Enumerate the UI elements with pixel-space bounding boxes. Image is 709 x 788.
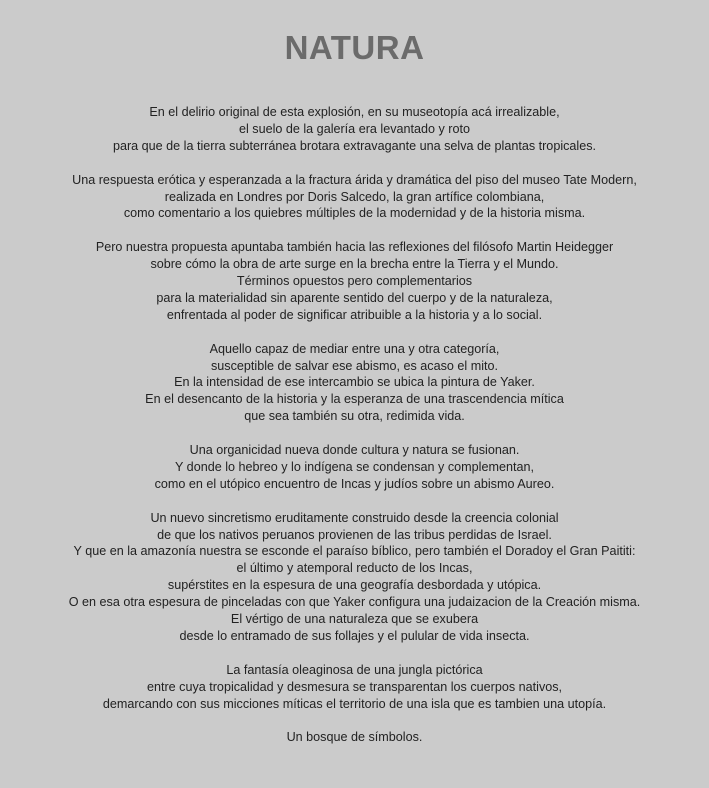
text-line: como comentario a los quiebres múltiples de la modernidad y de la historia misma. [123, 206, 586, 221]
paragraph-5 [0, 442, 709, 493]
text-line: entre cuya tropicalidad y desmesura se transparentan los cuerpos nativos, [146, 679, 563, 694]
text-line: Y que en la amazonía nuestra se esconde el paraíso bíblico, pero también el Doradoy el Gran Paititi: [73, 544, 636, 559]
paragraph-7 [0, 662, 709, 713]
paragraph-4 [0, 341, 709, 426]
text-line: Un bosque de símbolos. [286, 730, 423, 745]
body-text [0, 104, 709, 746]
text-line: realizada en Londres por Doris Salcedo, la gran artífice colombiana, [164, 189, 545, 204]
text-line: Aquello capaz de mediar entre una y otra categoría, [209, 341, 500, 356]
text-line: para que de la tierra subterránea brotara extravagante una selva de plantas tropicales. [112, 138, 597, 153]
text-line: el suelo de la galería era levantado y roto [238, 121, 471, 136]
text-line: En el delirio original de esta explosión, en su museotopía acá irrealizable, [149, 105, 560, 119]
paragraph-1 [0, 104, 709, 155]
text-line: como en el utópico encuentro de Incas y judíos sobre un abismo Aureo. [154, 476, 555, 491]
text-line: susceptible de salvar ese abismo, es acaso el mito. [211, 358, 498, 373]
text-line: Un nuevo sincretismo eruditamente construido desde la creencia colonial [150, 510, 559, 525]
text-line: Pero nuestra propuesta apuntaba también hacia las reflexiones del filósofo Martin Heidegger [95, 240, 614, 255]
text-line: Una respuesta erótica y esperanzada a la fractura árida y dramática del piso del museo Tate Modern, [72, 172, 637, 187]
page-title: NATURA [284, 29, 425, 66]
paragraph-2 [0, 172, 709, 223]
text-line: La fantasía oleaginosa de una jungla pictórica [226, 662, 483, 677]
text-line: Términos opuestos pero complementarios [236, 274, 473, 289]
text-line: para la materialidad sin aparente sentido del cuerpo y de la naturaleza, [156, 290, 553, 305]
text-line: que sea también su otra, redimida vida. [244, 409, 465, 424]
paragraph-3 [0, 239, 709, 324]
text-line: El vértigo de una naturaleza que se exubera [230, 612, 479, 627]
text-line: En el desencanto de la historia y la esperanza de una trascendencia mítica [145, 392, 564, 407]
text-line: el último y atemporal reducto de los Incas, [236, 561, 473, 576]
text-line: Una organicidad nueva donde cultura y natura se fusionan. [189, 443, 520, 458]
text-line: demarcando con sus micciones míticas el territorio de una isla que es tambien una utopía. [102, 696, 607, 711]
text-line: enfrentada al poder de significar atribuible a la historia y a lo social. [166, 307, 543, 322]
text-line: En la intensidad de ese intercambio se ubica la pintura de Yaker. [174, 375, 535, 390]
text-line: desde lo entramado de sus follajes y el pulular de vida insecta. [179, 629, 530, 644]
paragraph-8 [0, 729, 709, 746]
text-line: Y donde lo hebreo y lo indígena se condensan y complementan, [175, 459, 534, 474]
text-line: supérstites en la espesura de una geografía desbordada y utópica. [167, 578, 542, 593]
text-line: de que los nativos peruanos provienen de las tribus perdidas de Israel. [157, 527, 552, 542]
text-line: O en esa otra espesura de pinceladas con que Yaker configura una judaizacion de la Creación misma. [68, 595, 641, 610]
text-line: sobre cómo la obra de arte surge en la brecha entre la Tierra y el Mundo. [150, 257, 559, 272]
paragraph-6 [0, 510, 709, 645]
